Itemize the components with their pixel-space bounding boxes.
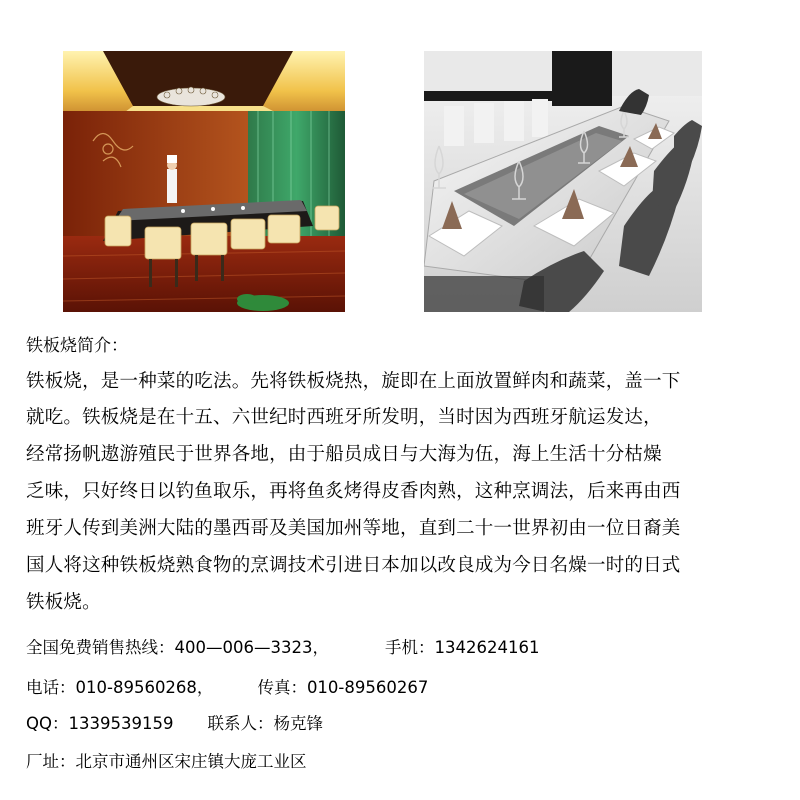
intro-line-1: 铁板烧，是一种菜的吃法。先将铁板烧热，旋即在上面放置鲜肉和蔬菜，盖一下: [26, 371, 681, 392]
qq-text: QQ：1339539159: [26, 714, 174, 733]
phone-text: 电话：010-89560268，: [26, 678, 214, 697]
contact-row-qq: [26, 710, 323, 734]
fax-text: 传真：010-89560267: [257, 678, 429, 697]
intro-heading: 铁板烧简介：: [26, 336, 128, 356]
contact-row-phone: [26, 674, 428, 698]
address-text: 厂址：北京市通州区宋庄镇大庞工业区: [26, 752, 307, 771]
intro-line-4: 乏味，只好终日以钓鱼取乐，再将鱼炙烤得皮香肉熟，这种烹调法，后来再由西: [26, 481, 681, 502]
mobile-text: 手机：1342624161: [384, 638, 540, 657]
hotline-text: 全国免费销售热线：400—006—3323，: [26, 638, 329, 657]
intro-line-7: 铁板烧。: [26, 592, 101, 613]
intro-line-5: 班牙人传到美洲大陆的墨西哥及美国加州等地，直到二十一世界初由一位日裔美: [26, 518, 681, 539]
intro-line-6: 国人将这种铁板烧熟食物的烹调技术引进日本加以改良成为今日名燥一时的日式: [26, 555, 681, 576]
contact-row-hotline: [26, 634, 539, 658]
intro-line-3: 经常扬帆遨游殖民于世界各地，由于船员成日与大海为伍，海上生活十分枯燥: [26, 444, 662, 465]
table-setting-photo: [424, 51, 702, 312]
restaurant-room-photo: [63, 51, 345, 312]
contact-person-text: 联系人：杨克锋: [207, 714, 323, 733]
intro-line-2: 就吃。铁板烧是在十五、六世纪时西班牙所发明，当时因为西班牙航运发达，: [26, 407, 662, 428]
